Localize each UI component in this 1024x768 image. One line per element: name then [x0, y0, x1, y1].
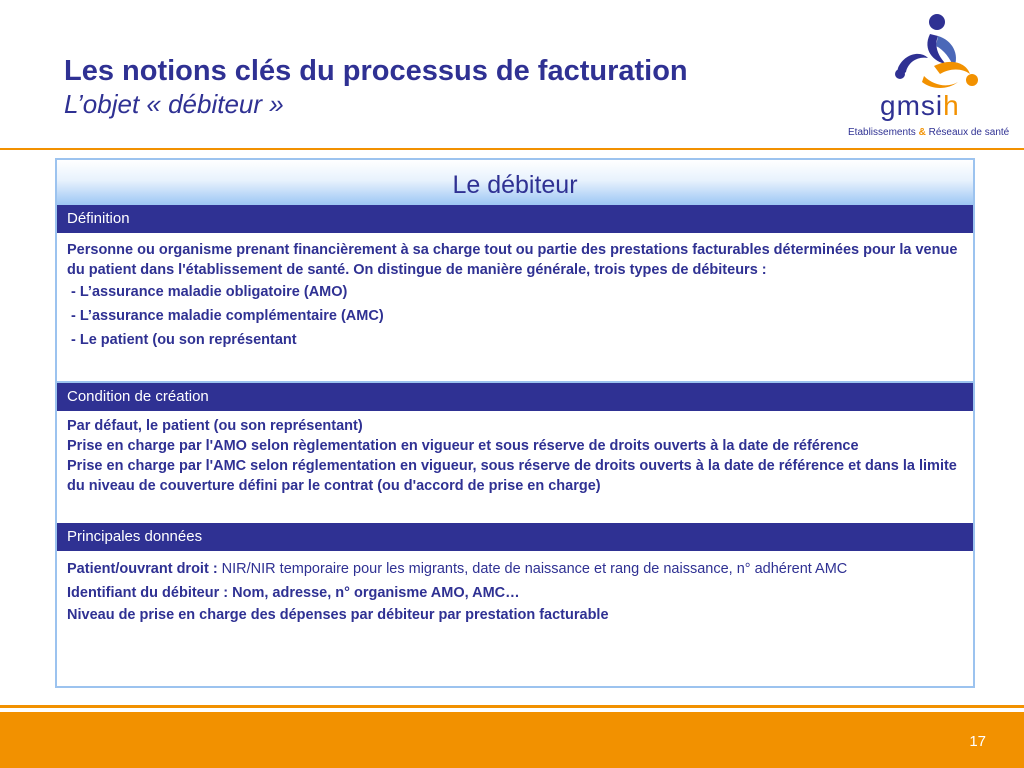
- logo-tagline-amp: &: [918, 127, 926, 138]
- section-data-body: [57, 551, 973, 630]
- definition-item-amc: - L’assurance maladie complémentaire (AMC): [71, 308, 384, 324]
- table-header: Le débiteur: [57, 160, 973, 205]
- data-line-identifiant: Identifiant du débiteur : Nom, adresse, n° organisme AMO, AMC…: [67, 585, 520, 601]
- condition-line-default: Par défaut, le patient (ou son représentant): [67, 418, 363, 434]
- logo-tagline-right: Réseaux de santé: [928, 127, 1010, 138]
- definition-item-amo: - L’assurance maladie obligatoire (AMO): [71, 284, 348, 300]
- logo-tagline: [848, 127, 1009, 138]
- section-definition-label: Définition: [57, 205, 973, 233]
- slide-title: Les notions clés du processus de facturation: [64, 55, 688, 87]
- footer-bar: [0, 712, 1024, 768]
- gmsih-figures-icon: [842, 6, 1022, 96]
- logo-wordmark-main: gmsi: [880, 90, 944, 121]
- section-condition-body: [57, 411, 973, 523]
- title-block: [64, 54, 688, 120]
- gmsih-logo: [842, 6, 1022, 144]
- slide-subtitle: L’objet « débiteur »: [64, 89, 284, 119]
- logo-wordmark: [880, 90, 960, 122]
- data-line-niveau: Niveau de prise en charge des dépenses par débiteur par prestation facturable: [67, 607, 609, 623]
- footer-divider: [0, 705, 1024, 708]
- page-number: 17: [969, 733, 986, 750]
- section-definition-body: [57, 233, 973, 383]
- data-line-patient: [67, 559, 963, 579]
- definition-text: Personne ou organisme prenant financièrement à sa charge tout ou partie des prestations facturables déterminées pour la venue du patient dans l'établissement de santé. On distingue de manière générale, trois types de débiteurs :: [67, 242, 958, 278]
- section-data-label: Principales données: [57, 523, 973, 551]
- data-line-patient-label: Patient/ouvrant droit :: [67, 561, 218, 577]
- top-divider: [0, 148, 1024, 150]
- condition-line-amc: Prise en charge par l'AMC selon réglementation en vigueur, sous réserve de droits ouverts à la date de référence et dans la limite du niveau de couverture défini par le contrat (ou d'accord de prise en charge): [67, 458, 957, 494]
- logo-tagline-left: Etablissements: [848, 127, 916, 138]
- logo-wordmark-accent: h: [943, 90, 960, 121]
- debiteur-table: [55, 158, 975, 688]
- section-condition-label: Condition de création: [57, 383, 973, 411]
- definition-item-patient: - Le patient (ou son représentant: [71, 332, 297, 348]
- condition-line-amo: Prise en charge par l'AMO selon règlementation en vigueur et sous réserve de droits ouverts à la date de référence: [67, 438, 859, 454]
- data-line-patient-value: NIR/NIR temporaire pour les migrants, date de naissance et rang de naissance, n° adhérent AMC: [217, 561, 848, 577]
